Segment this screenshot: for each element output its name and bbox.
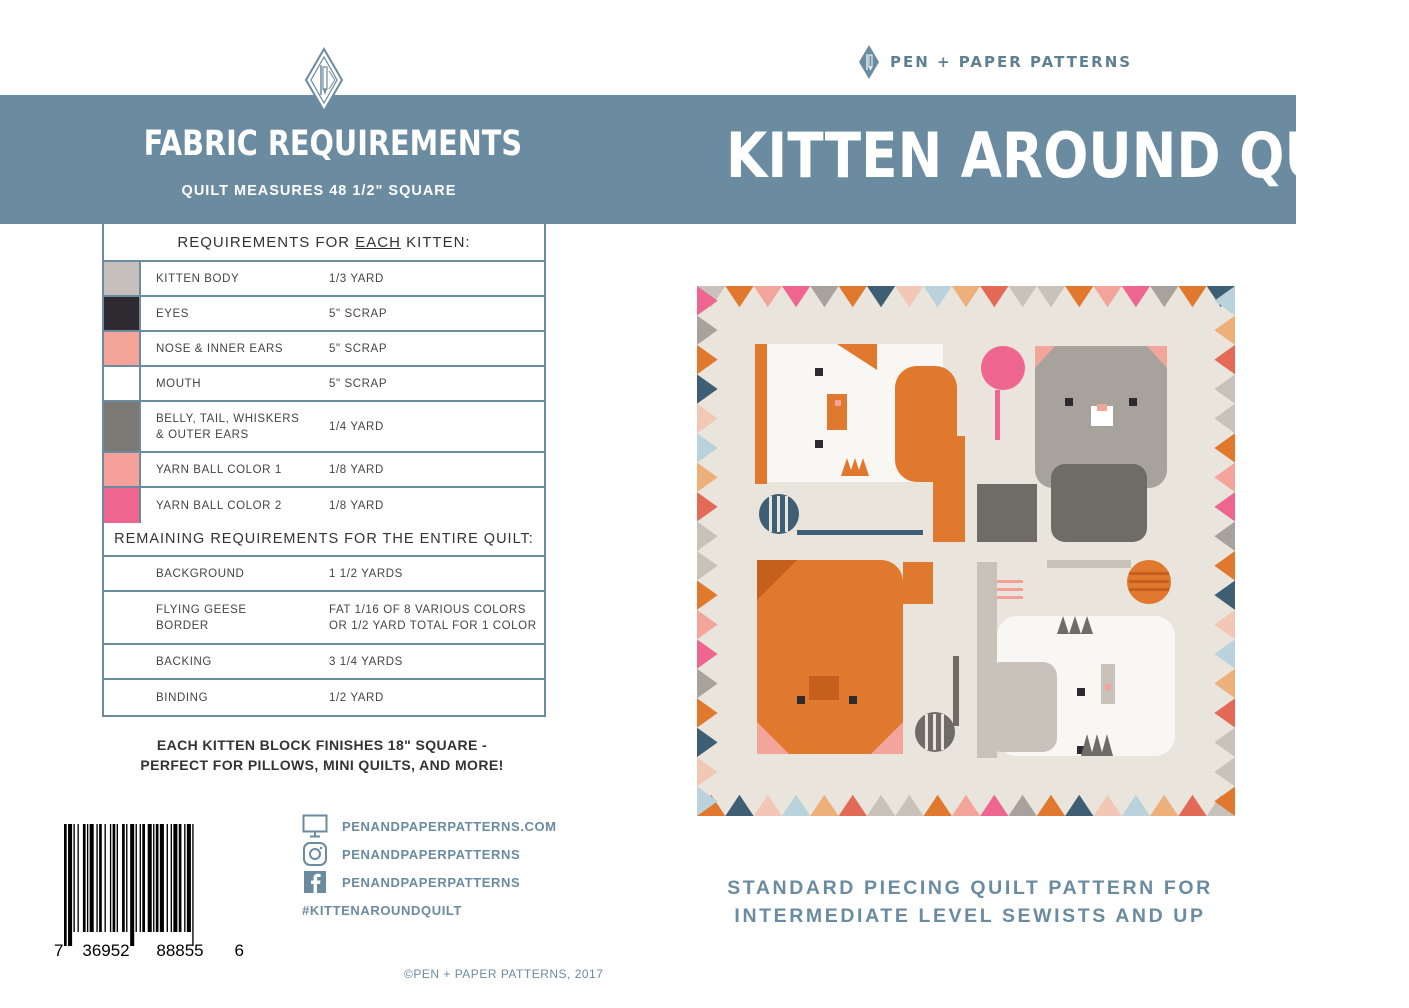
kitten-requirement-amount: 1/8 YARD — [329, 463, 384, 476]
quilt-size-subtitle: QUILT MEASURES 48 1/2" SQUARE — [181, 183, 457, 199]
yarn-stripe — [925, 714, 928, 750]
kitten-requirement-row — [104, 402, 544, 453]
row-spacer — [104, 557, 141, 590]
yarn-stripe — [777, 496, 780, 532]
yarn-ball — [981, 346, 1025, 390]
barcode-bar — [99, 824, 102, 932]
pattern-tagline: STANDARD PIECING QUILT PATTERN FOR INTERMEDIATE LEVEL SEWISTS AND UP — [727, 877, 1213, 927]
facebook-handle[interactable]: PENANDPAPERPATTERNS — [342, 874, 521, 890]
row-spacer — [104, 592, 141, 643]
yarn-string — [1047, 560, 1131, 568]
kitten-requirement-amount: 5" SCRAP — [329, 307, 388, 320]
instagram-handle[interactable]: PENANDPAPERPATTERNS — [342, 846, 521, 862]
barcode-bar — [117, 824, 118, 932]
barcode-bar — [122, 824, 125, 932]
instagram-icon — [302, 842, 328, 866]
copyright: ©PEN + PAPER PATTERNS, 2017 — [404, 967, 604, 981]
kitten-requirement-amount: 5" SCRAP — [329, 377, 388, 390]
remaining-requirement-amount: FAT 1/16 OF 8 VARIOUS COLORS OR 1/2 YARD TOTAL FOR 1 COLOR — [329, 603, 537, 632]
kitten-requirement-row — [104, 488, 544, 523]
cat-tail — [903, 562, 933, 604]
barcode-digits: 88855 — [156, 941, 204, 960]
kitten-requirement-amount: 1/8 YARD — [329, 499, 384, 512]
kitten-requirement-amount: 1/3 YARD — [329, 272, 384, 285]
yarn-stripe — [769, 496, 772, 532]
cat-nose — [1097, 404, 1107, 411]
yarn-stripe — [941, 714, 944, 750]
barcode-bar — [105, 824, 106, 932]
barcode-bar — [96, 824, 97, 932]
remaining-requirement-label: BINDING — [156, 691, 209, 704]
cat-body — [757, 560, 903, 754]
barcode-bar — [73, 824, 74, 932]
barcode-bar — [113, 824, 116, 932]
cat-nose — [827, 394, 847, 430]
header-text-emph: EACH — [355, 233, 401, 251]
header-text-post: KITTEN: — [400, 233, 471, 251]
row-spacer — [104, 645, 141, 678]
yarn-string — [995, 390, 1000, 440]
barcode-bar — [64, 824, 67, 946]
kitten-requirement-label: YARN BALL COLOR 1 — [156, 463, 282, 476]
cat-nose — [809, 676, 839, 700]
brand-logo-icon — [858, 44, 880, 80]
barcode-bar — [171, 824, 172, 932]
cat-eye — [849, 696, 857, 704]
barcode-bar — [184, 824, 185, 932]
cat-nose — [1105, 684, 1111, 690]
facebook-icon — [302, 870, 328, 894]
barcode-digits: 36952 — [82, 941, 130, 960]
quilt-patch — [835, 400, 841, 406]
kitten-requirement-row — [104, 262, 544, 297]
quilt-photo — [697, 286, 1235, 816]
barcode-bar — [173, 824, 177, 932]
kitten-requirement-label: NOSE & INNER EARS — [156, 342, 284, 355]
quilt-title: KITTEN AROUND QUILT — [726, 119, 1409, 192]
kitten-requirement-row — [104, 367, 544, 402]
block-size-note: EACH KITTEN BLOCK FINISHES 18" SQUARE - PERFECT FOR PILLOWS, MINI QUILTS, AND MORE! — [140, 737, 504, 773]
remaining-requirement-row — [104, 680, 544, 715]
barcode-bar — [167, 824, 168, 932]
website-row[interactable] — [302, 812, 582, 840]
hashtag[interactable]: #KITTENAROUNDQUILT — [302, 902, 463, 918]
brand-name: PEN + PAPER PATTERNS — [890, 53, 1133, 71]
kitten-requirement-row — [104, 332, 544, 367]
remaining-requirement-amount: 3 1/4 YARDS — [329, 655, 403, 668]
facebook-row[interactable] — [302, 868, 582, 896]
header-text-pre: REQUIREMENTS FOR — [177, 233, 356, 251]
remaining-requirement-label: BACKGROUND — [156, 567, 245, 580]
remaining-requirement-row — [104, 557, 544, 592]
remaining-requirement-amount: 1/2 YARD — [329, 691, 384, 704]
barcode — [50, 824, 250, 960]
yarn-string — [953, 656, 959, 726]
barcode-bar — [192, 824, 193, 946]
brand-header — [858, 44, 1132, 80]
kitten-requirements-header — [104, 224, 544, 262]
cat-belly — [987, 662, 1057, 752]
barcode-bar — [156, 824, 159, 932]
remaining-requirement-label: FLYING GEESE BORDER — [156, 603, 247, 632]
quilt-patch — [755, 344, 767, 484]
barcode-bar — [142, 824, 145, 932]
cat-belly — [1051, 464, 1147, 542]
cat-eye — [797, 696, 805, 704]
barcode-bar — [160, 824, 164, 932]
kitten-requirement-label: EYES — [156, 307, 190, 320]
barcode-bar — [153, 824, 154, 932]
color-swatch — [104, 453, 141, 486]
remaining-requirement-row — [104, 645, 544, 680]
cat-eye — [1065, 398, 1073, 406]
yarn-stripe — [933, 714, 936, 750]
barcode-bar — [187, 824, 191, 932]
yarn-stripe — [1129, 572, 1169, 575]
kitten-requirement-label: KITTEN BODY — [156, 272, 240, 285]
remaining-requirement-label: BACKING — [156, 655, 212, 668]
color-swatch — [104, 488, 141, 523]
barcode-bar — [90, 824, 94, 932]
remaining-rows — [104, 557, 544, 715]
cat-eye — [815, 440, 823, 448]
barcode-digits: 6 — [234, 941, 244, 960]
cat-eye — [815, 368, 823, 376]
instagram-row[interactable] — [302, 840, 582, 868]
website-link[interactable]: PENANDPAPERPATTERNS.COM — [342, 818, 557, 834]
yarn-stripe — [1129, 580, 1169, 583]
barcode-bar — [78, 824, 79, 932]
cat-tail — [977, 484, 1037, 542]
kitten-requirement-row — [104, 453, 544, 488]
color-swatch — [104, 262, 141, 295]
barcode-bar — [126, 824, 127, 932]
fabric-requirements-title: FABRIC REQUIREMENTS — [143, 124, 523, 164]
barcode-bar — [140, 824, 141, 932]
kitten-requirement-amount: 1/4 YARD — [329, 420, 384, 433]
color-swatch — [104, 367, 141, 400]
barcode-bar — [148, 824, 152, 932]
barcode-bar — [179, 824, 182, 932]
kitten-requirement-row — [104, 297, 544, 332]
requirements-table — [102, 224, 546, 717]
remaining-requirement-amount: 1 1/2 YARDS — [329, 567, 403, 580]
yarn-stripe — [785, 496, 788, 532]
kitten-requirement-label: YARN BALL COLOR 2 — [156, 499, 282, 512]
barcode-digits: 7 — [54, 941, 64, 960]
contact-list — [302, 812, 582, 924]
kitten-requirement-label: BELLY, TAIL, WHISKERS & OUTER EARS — [156, 412, 300, 441]
kitten-requirement-amount: 5" SCRAP — [329, 342, 388, 355]
barcode-bar — [110, 824, 111, 932]
remaining-requirements-header: REMAINING REQUIREMENTS FOR THE ENTIRE QUILT: — [104, 523, 544, 557]
color-swatch — [104, 402, 141, 451]
row-spacer — [104, 680, 141, 715]
cat-eye — [1129, 398, 1137, 406]
color-swatch — [104, 332, 141, 365]
remaining-requirement-row — [104, 592, 544, 645]
barcode-bar — [68, 824, 72, 946]
monitor-icon — [302, 814, 328, 838]
yarn-string — [797, 530, 923, 535]
barcode-bar — [83, 824, 86, 932]
color-swatch — [104, 297, 141, 330]
pen-logo-icon — [304, 47, 344, 113]
quilt-patch — [933, 436, 965, 542]
cat-eye — [1077, 688, 1085, 696]
barcode-bar — [136, 824, 137, 932]
kitten-requirement-label: MOUTH — [156, 377, 202, 390]
yarn-stripe — [1129, 588, 1169, 591]
barcode-bar — [87, 824, 88, 932]
barcode-bar — [130, 824, 134, 946]
kitten-rows — [104, 262, 544, 523]
